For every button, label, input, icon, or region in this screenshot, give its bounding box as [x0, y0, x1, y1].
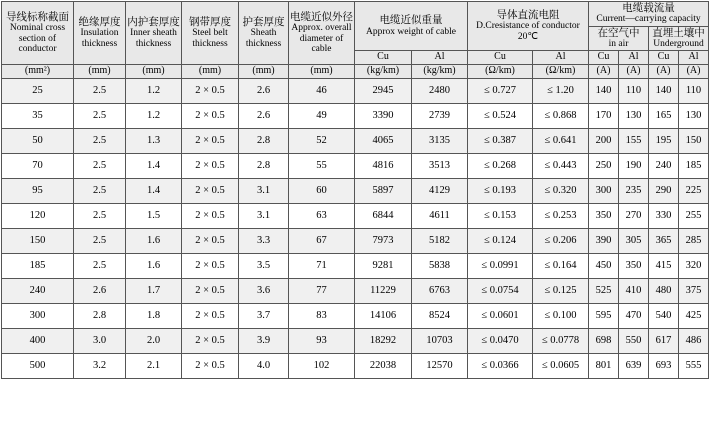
cell-overall-diameter: 60 — [289, 178, 355, 203]
cell-air-al: 130 — [619, 103, 649, 128]
cell-insulation-thickness: 2.5 — [74, 253, 126, 278]
table-row — [2, 103, 709, 128]
header-row-units — [2, 64, 709, 78]
cell-steel-belt-thickness: 2 × 0.5 — [182, 253, 239, 278]
subheader-resistance-al: Al — [533, 51, 589, 65]
cell-steel-belt-thickness: 2 × 0.5 — [182, 203, 239, 228]
cell-air-al: 155 — [619, 128, 649, 153]
cell-underground-cu: 140 — [649, 78, 679, 103]
col-header-dc-resistance — [468, 2, 589, 51]
cell-resistance-cu: ≤ 0.524 — [468, 103, 533, 128]
cell-weight-cu: 22038 — [355, 353, 412, 378]
cell-insulation-thickness: 2.5 — [74, 203, 126, 228]
cell-sheath-thickness: 4.0 — [239, 353, 289, 378]
header-en: D.Cresistance of conductor 20℃ — [476, 21, 580, 42]
header-en: Sheath thickness — [245, 28, 282, 49]
cell-resistance-al: ≤ 0.164 — [533, 253, 589, 278]
cell-steel-belt-thickness: 2 × 0.5 — [182, 128, 239, 153]
subheader-weight-cu: Cu — [355, 51, 412, 65]
col-header-in-air — [589, 26, 649, 51]
cell-underground-cu: 290 — [649, 178, 679, 203]
cell-overall-diameter: 93 — [289, 328, 355, 353]
cell-resistance-al: ≤ 0.253 — [533, 203, 589, 228]
cell-resistance-al: ≤ 0.0605 — [533, 353, 589, 378]
header-cn: 导线标称截面 — [6, 10, 69, 23]
cell-weight-cu: 9281 — [355, 253, 412, 278]
col-header-steel-belt-thickness — [182, 2, 239, 65]
cell-sheath-thickness: 2.6 — [239, 103, 289, 128]
unit-weight-cu: (kg/km) — [355, 64, 412, 78]
cell-sheath-thickness: 3.9 — [239, 328, 289, 353]
cell-nominal-cross-section: 35 — [2, 103, 74, 128]
cell-air-al: 470 — [619, 303, 649, 328]
cell-weight-cu: 4816 — [355, 153, 412, 178]
cell-underground-cu: 540 — [649, 303, 679, 328]
cell-insulation-thickness: 3.2 — [74, 353, 126, 378]
cell-air-cu: 390 — [589, 228, 619, 253]
table-body — [2, 78, 709, 378]
cell-weight-cu: 7973 — [355, 228, 412, 253]
cell-weight-al: 2480 — [412, 78, 468, 103]
cell-resistance-al: ≤ 0.206 — [533, 228, 589, 253]
cell-resistance-cu: ≤ 0.0754 — [468, 278, 533, 303]
col-header-underground — [649, 26, 709, 51]
cell-overall-diameter: 102 — [289, 353, 355, 378]
cell-underground-al: 255 — [679, 203, 709, 228]
cell-weight-al: 4611 — [412, 203, 468, 228]
cell-weight-cu: 5897 — [355, 178, 412, 203]
cell-sheath-thickness: 2.6 — [239, 78, 289, 103]
table-row — [2, 78, 709, 103]
cell-underground-al: 110 — [679, 78, 709, 103]
header-en: in air — [608, 38, 629, 49]
table-row — [2, 203, 709, 228]
cell-weight-al: 4129 — [412, 178, 468, 203]
cell-steel-belt-thickness: 2 × 0.5 — [182, 353, 239, 378]
col-header-inner-sheath-thickness — [126, 2, 182, 65]
cell-sheath-thickness: 2.8 — [239, 153, 289, 178]
cell-air-cu: 801 — [589, 353, 619, 378]
unit-text: mm — [145, 64, 162, 76]
table-row — [2, 303, 709, 328]
cell-resistance-al: ≤ 0.125 — [533, 278, 589, 303]
cell-resistance-cu: ≤ 0.0601 — [468, 303, 533, 328]
cell-weight-cu: 2945 — [355, 78, 412, 103]
cell-nominal-cross-section: 50 — [2, 128, 74, 153]
cell-weight-al: 5182 — [412, 228, 468, 253]
cell-resistance-al: ≤ 0.0778 — [533, 328, 589, 353]
cell-inner-sheath-thickness: 1.2 — [126, 103, 182, 128]
cell-air-al: 190 — [619, 153, 649, 178]
cell-resistance-cu: ≤ 0.124 — [468, 228, 533, 253]
cell-underground-al: 375 — [679, 278, 709, 303]
table-row — [2, 128, 709, 153]
cell-weight-al: 8524 — [412, 303, 468, 328]
unit-text: mm — [313, 64, 330, 76]
cell-insulation-thickness: 2.5 — [74, 178, 126, 203]
unit-resistance-cu: (Ω/km) — [468, 64, 533, 78]
cable-specification-table — [1, 1, 709, 379]
cell-resistance-al: ≤ 0.100 — [533, 303, 589, 328]
cell-air-al: 110 — [619, 78, 649, 103]
header-en: Steel belt thickness — [192, 28, 228, 49]
cell-underground-cu: 195 — [649, 128, 679, 153]
cell-air-al: 305 — [619, 228, 649, 253]
unit-text: mm — [255, 64, 272, 76]
cell-weight-al: 3513 — [412, 153, 468, 178]
cell-resistance-cu: ≤ 0.0991 — [468, 253, 533, 278]
cell-sheath-thickness: 3.7 — [239, 303, 289, 328]
cell-insulation-thickness: 2.5 — [74, 103, 126, 128]
cell-nominal-cross-section: 150 — [2, 228, 74, 253]
cell-inner-sheath-thickness: 1.8 — [126, 303, 182, 328]
cell-nominal-cross-section: 95 — [2, 178, 74, 203]
unit-text: mm² — [28, 64, 47, 76]
cell-nominal-cross-section: 240 — [2, 278, 74, 303]
cell-resistance-al: ≤ 0.868 — [533, 103, 589, 128]
unit-air-cu: (A) — [589, 64, 619, 78]
cell-resistance-cu: ≤ 0.153 — [468, 203, 533, 228]
col-header-sheath-thickness — [239, 2, 289, 65]
cell-inner-sheath-thickness: 2.1 — [126, 353, 182, 378]
cell-inner-sheath-thickness: 1.2 — [126, 78, 182, 103]
header-cn: 绝缘厚度 — [78, 16, 121, 29]
header-en: Current—carrying capacity — [596, 14, 701, 25]
cell-steel-belt-thickness: 2 × 0.5 — [182, 303, 239, 328]
cell-air-cu: 525 — [589, 278, 619, 303]
header-en: Approx. overall diameter of cable — [291, 23, 352, 54]
cell-inner-sheath-thickness: 1.6 — [126, 228, 182, 253]
cell-sheath-thickness: 3.1 — [239, 178, 289, 203]
cell-inner-sheath-thickness: 1.3 — [126, 128, 182, 153]
cell-nominal-cross-section: 70 — [2, 153, 74, 178]
cell-resistance-cu: ≤ 0.193 — [468, 178, 533, 203]
cell-overall-diameter: 46 — [289, 78, 355, 103]
cell-overall-diameter: 63 — [289, 203, 355, 228]
header-cn: 内护套厚度 — [127, 16, 180, 29]
cell-weight-al: 2739 — [412, 103, 468, 128]
cell-nominal-cross-section: 300 — [2, 303, 74, 328]
cell-air-cu: 595 — [589, 303, 619, 328]
cell-inner-sheath-thickness: 1.5 — [126, 203, 182, 228]
cell-weight-cu: 6844 — [355, 203, 412, 228]
unit-sheath-thickness: (mm) — [239, 64, 289, 78]
cell-steel-belt-thickness: 2 × 0.5 — [182, 328, 239, 353]
cell-insulation-thickness: 2.5 — [74, 153, 126, 178]
header-cn: 在空气中 — [597, 26, 640, 39]
spec-sheet — [0, 1, 710, 443]
cell-underground-cu: 240 — [649, 153, 679, 178]
header-row-1 — [2, 2, 709, 27]
header-cn: 电缆近似重量 — [379, 14, 443, 27]
cell-insulation-thickness: 3.0 — [74, 328, 126, 353]
table-row — [2, 278, 709, 303]
cell-air-cu: 200 — [589, 128, 619, 153]
table-row — [2, 328, 709, 353]
cell-overall-diameter: 52 — [289, 128, 355, 153]
cell-inner-sheath-thickness: 1.7 — [126, 278, 182, 303]
cell-steel-belt-thickness: 2 × 0.5 — [182, 103, 239, 128]
unit-weight-al: (kg/km) — [412, 64, 468, 78]
header-cn: 电缆载流量 — [622, 2, 675, 14]
col-header-overall-diameter — [289, 2, 355, 65]
cell-insulation-thickness: 2.8 — [74, 303, 126, 328]
cell-underground-cu: 330 — [649, 203, 679, 228]
col-header-current-carrying-capacity — [589, 2, 709, 27]
unit-text: mm — [202, 64, 218, 76]
cell-steel-belt-thickness: 2 × 0.5 — [182, 228, 239, 253]
cell-underground-al: 185 — [679, 153, 709, 178]
cell-nominal-cross-section: 500 — [2, 353, 74, 378]
cell-air-al: 639 — [619, 353, 649, 378]
cell-overall-diameter: 67 — [289, 228, 355, 253]
cell-weight-al: 12570 — [412, 353, 468, 378]
cell-weight-al: 5838 — [412, 253, 468, 278]
cell-air-cu: 450 — [589, 253, 619, 278]
header-cn: 导体直流电阻 — [496, 9, 560, 22]
unit-insulation-thickness: (mm) — [74, 64, 126, 78]
cell-air-cu: 140 — [589, 78, 619, 103]
cell-insulation-thickness: 2.5 — [74, 78, 126, 103]
subheader-weight-al: Al — [412, 51, 468, 65]
unit-nominal-cross-section: (mm²) — [2, 64, 74, 78]
unit-underground-al: (A) — [679, 64, 709, 78]
cell-air-al: 350 — [619, 253, 649, 278]
header-cn: 电缆近似外径 — [290, 10, 353, 23]
cell-resistance-al: ≤ 1.20 — [533, 78, 589, 103]
cell-nominal-cross-section: 120 — [2, 203, 74, 228]
cell-steel-belt-thickness: 2 × 0.5 — [182, 278, 239, 303]
cell-weight-cu: 11229 — [355, 278, 412, 303]
cell-sheath-thickness: 3.6 — [239, 278, 289, 303]
cell-insulation-thickness: 2.5 — [74, 228, 126, 253]
cell-nominal-cross-section: 25 — [2, 78, 74, 103]
cell-inner-sheath-thickness: 1.4 — [126, 178, 182, 203]
cell-air-cu: 170 — [589, 103, 619, 128]
cell-underground-cu: 415 — [649, 253, 679, 278]
unit-overall-diameter: (mm) — [289, 64, 355, 78]
cell-steel-belt-thickness: 2 × 0.5 — [182, 178, 239, 203]
cell-sheath-thickness: 2.8 — [239, 128, 289, 153]
cell-resistance-cu: ≤ 0.727 — [468, 78, 533, 103]
unit-steel-belt-thickness: (mm) — [182, 64, 239, 78]
cell-air-cu: 350 — [589, 203, 619, 228]
header-cn: 直埋土壤中 — [652, 26, 705, 39]
cell-underground-cu: 365 — [649, 228, 679, 253]
cell-air-cu: 300 — [589, 178, 619, 203]
cell-steel-belt-thickness: 2 × 0.5 — [182, 153, 239, 178]
cell-underground-al: 130 — [679, 103, 709, 128]
cell-overall-diameter: 77 — [289, 278, 355, 303]
cell-resistance-cu: ≤ 0.0470 — [468, 328, 533, 353]
cell-weight-al: 10703 — [412, 328, 468, 353]
cell-inner-sheath-thickness: 1.6 — [126, 253, 182, 278]
cell-overall-diameter: 83 — [289, 303, 355, 328]
cell-underground-al: 225 — [679, 178, 709, 203]
header-en: Approx weight of cable — [366, 26, 456, 37]
subheader-underground-cu: Cu — [649, 51, 679, 65]
header-cn: 钢带厚度 — [189, 16, 231, 29]
cell-overall-diameter: 71 — [289, 253, 355, 278]
cell-resistance-cu: ≤ 0.387 — [468, 128, 533, 153]
cell-air-cu: 250 — [589, 153, 619, 178]
cell-underground-al: 425 — [679, 303, 709, 328]
unit-inner-sheath-thickness: (mm) — [126, 64, 182, 78]
cell-nominal-cross-section: 400 — [2, 328, 74, 353]
cell-resistance-al: ≤ 0.641 — [533, 128, 589, 153]
cell-sheath-thickness: 3.1 — [239, 203, 289, 228]
table-row — [2, 228, 709, 253]
cell-air-al: 410 — [619, 278, 649, 303]
unit-underground-cu: (A) — [649, 64, 679, 78]
unit-air-al: (A) — [619, 64, 649, 78]
header-en: Insulation thickness — [80, 28, 119, 49]
table-row — [2, 353, 709, 378]
cell-weight-al: 3135 — [412, 128, 468, 153]
cell-underground-cu: 480 — [649, 278, 679, 303]
cell-resistance-al: ≤ 0.320 — [533, 178, 589, 203]
cell-insulation-thickness: 2.5 — [74, 128, 126, 153]
cell-inner-sheath-thickness: 1.4 — [126, 153, 182, 178]
header-en: Nominal cross section of conductor — [9, 23, 66, 54]
cell-underground-al: 320 — [679, 253, 709, 278]
header-en: Inner sheath thickness — [130, 28, 177, 49]
unit-text: mm — [91, 64, 108, 76]
header-en: Underground — [653, 38, 704, 49]
cell-weight-cu: 4065 — [355, 128, 412, 153]
table-row — [2, 178, 709, 203]
col-header-approx-weight — [355, 2, 468, 51]
cell-underground-cu: 693 — [649, 353, 679, 378]
cell-steel-belt-thickness: 2 × 0.5 — [182, 78, 239, 103]
cell-underground-al: 486 — [679, 328, 709, 353]
cell-resistance-al: ≤ 0.443 — [533, 153, 589, 178]
unit-resistance-al: (Ω/km) — [533, 64, 589, 78]
col-header-nominal-cross-section — [2, 2, 74, 65]
cell-insulation-thickness: 2.6 — [74, 278, 126, 303]
cell-underground-al: 150 — [679, 128, 709, 153]
cell-sheath-thickness: 3.3 — [239, 228, 289, 253]
cell-air-al: 235 — [619, 178, 649, 203]
cell-air-al: 270 — [619, 203, 649, 228]
cell-weight-cu: 18292 — [355, 328, 412, 353]
cell-resistance-cu: ≤ 0.268 — [468, 153, 533, 178]
col-header-insulation-thickness — [74, 2, 126, 65]
subheader-resistance-cu: Cu — [468, 51, 533, 65]
cell-sheath-thickness: 3.5 — [239, 253, 289, 278]
cell-resistance-cu: ≤ 0.0366 — [468, 353, 533, 378]
cell-underground-al: 285 — [679, 228, 709, 253]
cell-underground-cu: 617 — [649, 328, 679, 353]
cell-weight-al: 6763 — [412, 278, 468, 303]
cell-nominal-cross-section: 185 — [2, 253, 74, 278]
cell-air-al: 550 — [619, 328, 649, 353]
cell-weight-cu: 14106 — [355, 303, 412, 328]
cell-underground-al: 555 — [679, 353, 709, 378]
cell-overall-diameter: 49 — [289, 103, 355, 128]
subheader-air-cu: Cu — [589, 51, 619, 65]
header-cn: 护套厚度 — [242, 16, 285, 29]
cell-underground-cu: 165 — [649, 103, 679, 128]
cell-inner-sheath-thickness: 2.0 — [126, 328, 182, 353]
cell-weight-cu: 3390 — [355, 103, 412, 128]
table-row — [2, 153, 709, 178]
table-row — [2, 253, 709, 278]
subheader-underground-al: Al — [679, 51, 709, 65]
cell-overall-diameter: 55 — [289, 153, 355, 178]
subheader-air-al: Al — [619, 51, 649, 65]
cell-air-cu: 698 — [589, 328, 619, 353]
